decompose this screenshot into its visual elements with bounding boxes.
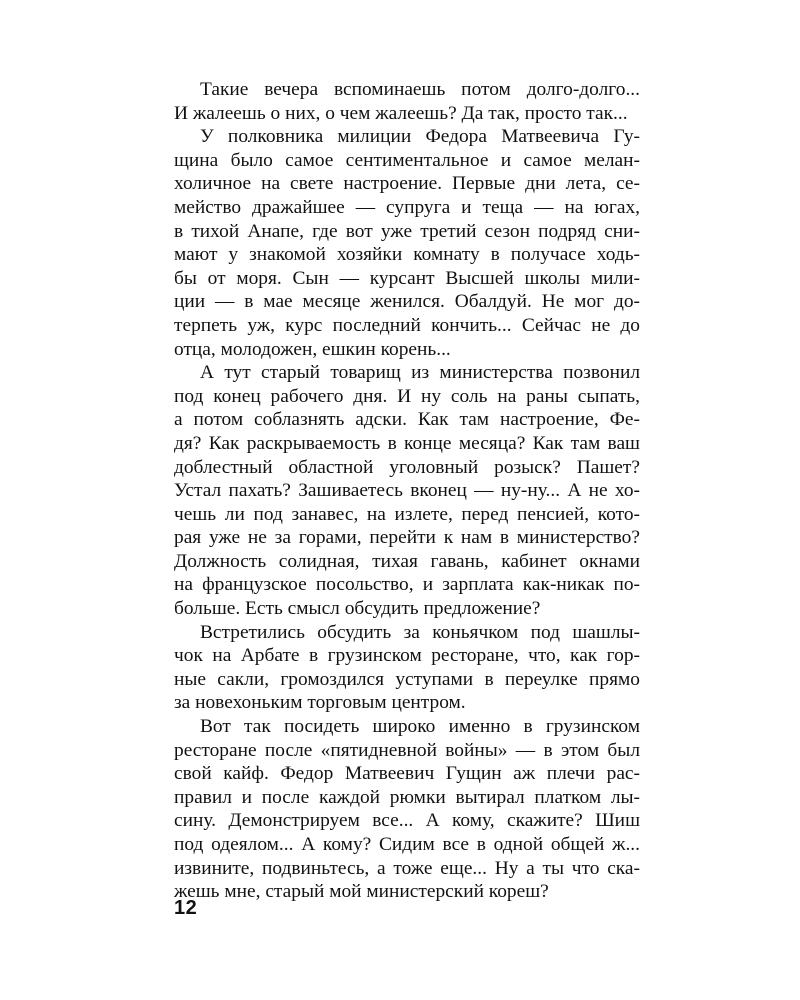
text-line: сину. Демонстрируем все... А кому, скажите? Шиш (174, 810, 640, 832)
text-line: Устал пахать? Зашиваетесь вконец — ну-ну... А не хо- (174, 480, 640, 502)
text-line: щина было самое сентиментальное и самое мелан- (174, 149, 640, 171)
text-line: больше. Есть смысл обсудить предложение? (174, 598, 541, 620)
text-line: доблестный областной уголовный розыск? Пашет? (174, 456, 640, 478)
text-line: Вот так посидеть широко именно в грузинском (200, 716, 640, 738)
page-number: 12 (174, 897, 198, 919)
text-line: А тут старый товарищ из министерства позвонил (200, 362, 640, 384)
text-line: мейство дражайшее — супруга и теща — на югах, (174, 196, 640, 218)
text-line: а потом соблазнять адски. Как там настроение, Фе- (174, 409, 640, 431)
text-line: У полковника милиции Федора Матвеевича Гу- (200, 126, 640, 148)
text-line: на французское посольство, и зарплата как-никак по- (174, 574, 640, 596)
text-line: отца, молодожен, ешкин корень... (174, 338, 451, 360)
text-line: чок на Арбате в грузинском ресторане, что, как гор- (174, 645, 640, 667)
text-line: за новехоньким торговым центром. (174, 692, 466, 714)
text-line: свой кайф. Федор Матвеевич Гущин аж плечи рас- (174, 763, 640, 785)
text-line: ции — в мае месяце женился. Обалдуй. Не мог до- (174, 291, 640, 313)
text-line: рая уже не за горами, перейти к нам в министерство? (174, 527, 640, 549)
text-line: холичное на свете настроение. Первые дни лета, се- (174, 173, 640, 195)
text-line: ные сакли, громоздился уступами в переулке прямо (174, 668, 640, 690)
text-line: бы от моря. Сын — курсант Высшей школы мили- (174, 267, 640, 289)
text-line: Должность солидная, тихая гавань, кабинет окнами (174, 550, 640, 572)
text-line: извините, подвиньтесь, а тоже еще... Ну а ты что ска- (174, 857, 640, 879)
text-line: И жалеешь о них, о чем жалеешь? Да так, просто так... (174, 102, 628, 124)
text-line: дя? Как раскрываемость в конце месяца? Как там ваш (174, 432, 640, 454)
text-line: жешь мне, старый мой министерский кореш? (174, 881, 549, 903)
text-line: под конец рабочего дня. И ну соль на раны сыпать, (174, 385, 640, 407)
book-page-text (174, 78, 640, 904)
text-line: под одеялом... А кому? Сидим все в одной общей ж... (174, 834, 640, 855)
text-line: в тихой Анапе, где вот уже третий сезон подряд сни- (174, 220, 640, 242)
text-line: мают у знакомой хозяйки комнату в получасе ходь- (174, 244, 640, 266)
text-line: терпеть уж, курс последний кончить... Сейчас не до (174, 314, 640, 336)
text-line: Встретились обсудить за коньячком под шашлы- (200, 621, 640, 643)
text-line: Такие вечера вспоминаешь потом долго-долго... (200, 79, 640, 100)
text-line: чешь ли под занавес, на излете, перед пенсией, кото- (174, 503, 640, 525)
text-line: правил и после каждой рюмки вытирал платком лы- (174, 786, 640, 808)
text-line: ресторане после «пятидневной войны» — в этом был (174, 739, 640, 761)
